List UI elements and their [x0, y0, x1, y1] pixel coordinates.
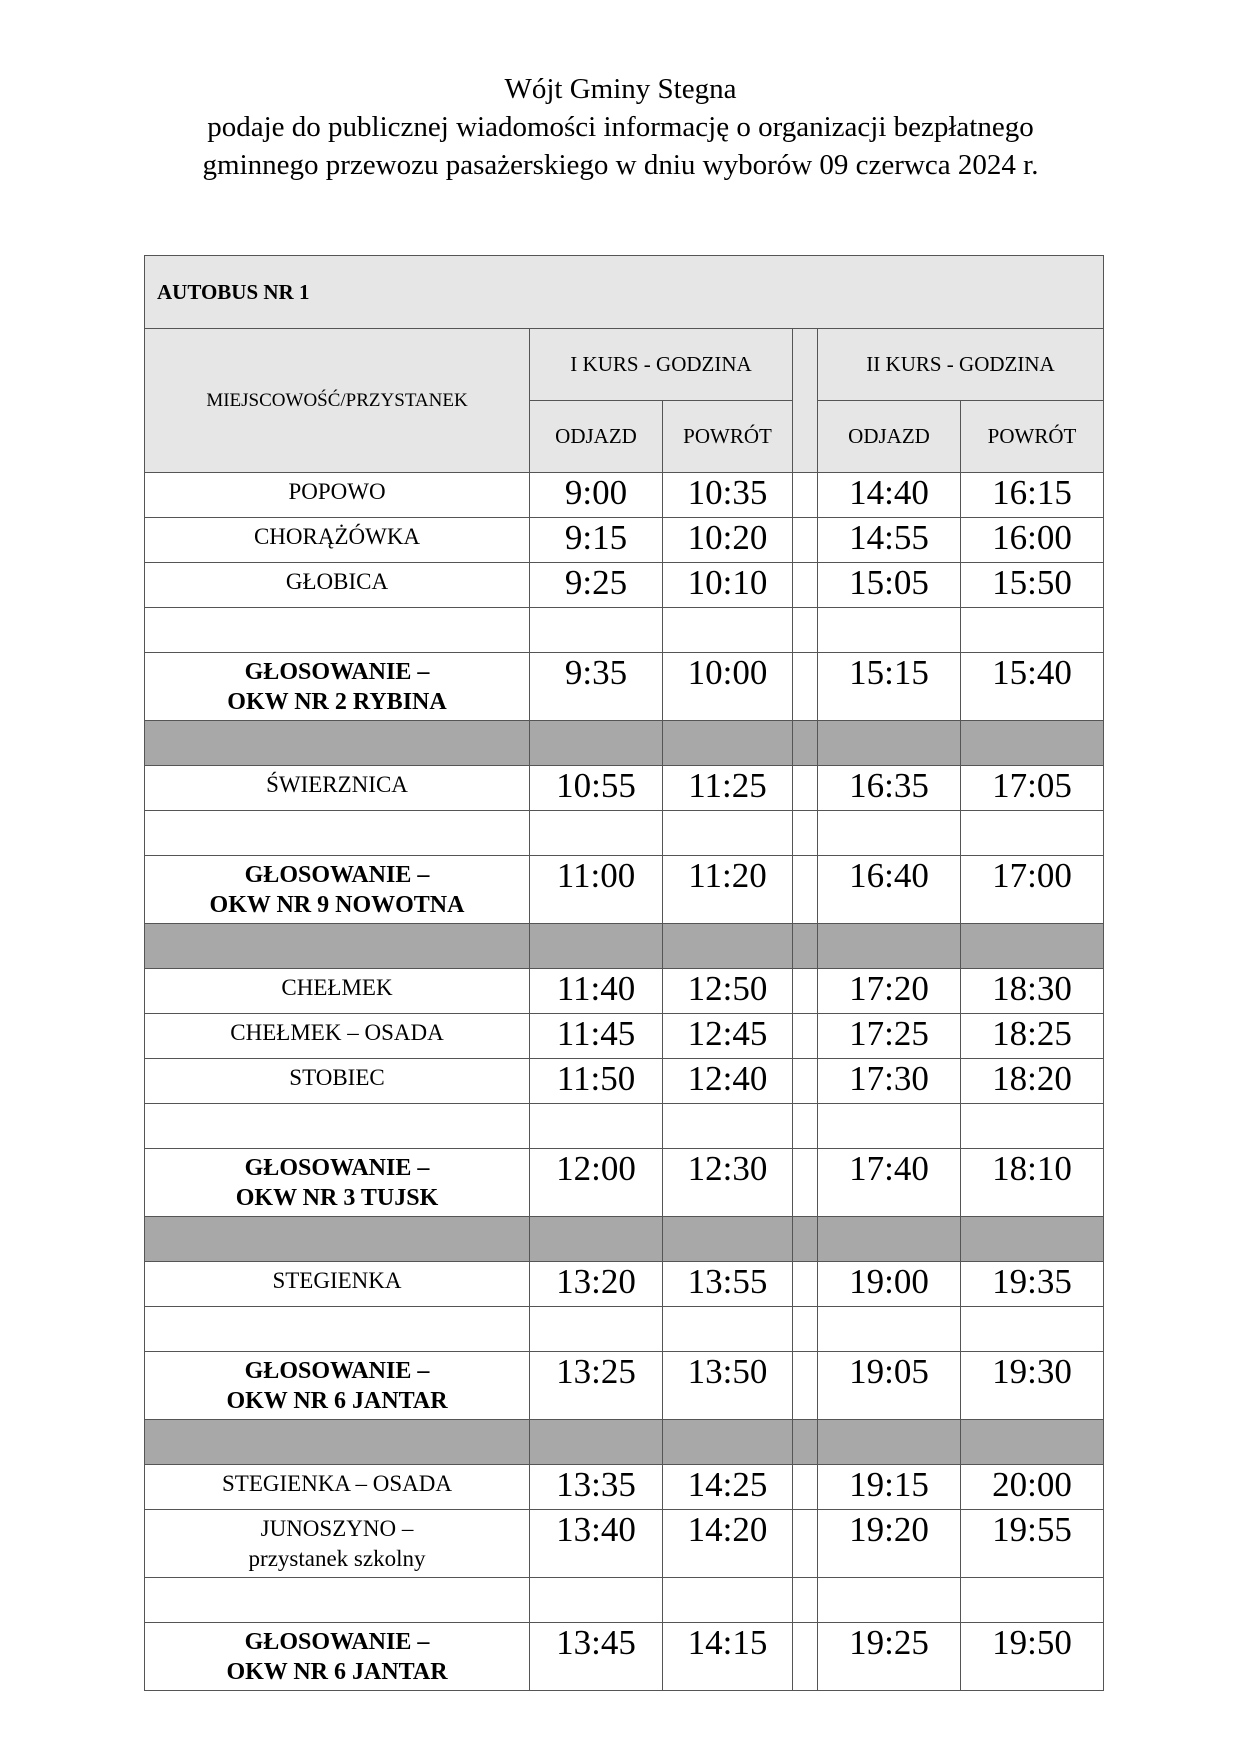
- empty-cell: [961, 1307, 1104, 1352]
- course-1-return-time: 14:20: [663, 1510, 793, 1578]
- stop-row: [145, 518, 1104, 563]
- course-1-departure-time: 13:20: [530, 1262, 663, 1307]
- course-1-departure-time: 10:55: [530, 766, 663, 811]
- column-gap: [793, 766, 818, 811]
- empty-cell: [961, 608, 1104, 653]
- course-2-return-time: 16:00: [961, 518, 1104, 563]
- stop-row: [145, 1014, 1104, 1059]
- column-gap: [793, 473, 818, 518]
- stop-name: [145, 1623, 530, 1691]
- course-2-departure-time: 19:15: [818, 1465, 961, 1510]
- column-gap: [793, 1465, 818, 1510]
- course-2-return-time: 15:50: [961, 563, 1104, 608]
- separator-cell: [793, 1217, 818, 1262]
- stop-name-line-1: STEGIENKA – OSADA: [222, 1471, 452, 1496]
- separator-cell: [145, 721, 530, 766]
- voting-stop-row: [145, 856, 1104, 924]
- stop-name-line-2: OKW NR 3 TUJSK: [235, 1185, 439, 1211]
- course-1-return-time: 10:00: [663, 653, 793, 721]
- voting-stop-row: [145, 1352, 1104, 1420]
- course-1-return-time: 10:20: [663, 518, 793, 563]
- course-1-return-header: POWRÓT: [663, 401, 793, 473]
- course-2-return-time: 19:50: [961, 1623, 1104, 1691]
- course-2-return-time: 17:05: [961, 766, 1104, 811]
- separator-cell: [793, 1420, 818, 1465]
- empty-cell: [530, 811, 663, 856]
- course-2-return-time: 16:15: [961, 473, 1104, 518]
- separator-cell: [530, 924, 663, 969]
- course-1-return-time: 13:55: [663, 1262, 793, 1307]
- empty-cell: [793, 1104, 818, 1149]
- stop-name-line-1: ŚWIERZNICA: [266, 772, 408, 797]
- stop-name-line-1: GŁOSOWANIE –: [244, 1155, 430, 1181]
- stop-name-line-1: POPOWO: [288, 479, 386, 504]
- course-2-return-header: POWRÓT: [961, 401, 1104, 473]
- separator-cell: [663, 1420, 793, 1465]
- course-1-return-time: 14:15: [663, 1623, 793, 1691]
- separator-cell: [961, 924, 1104, 969]
- course-1-departure-time: 13:25: [530, 1352, 663, 1420]
- course-2-departure-time: 14:55: [818, 518, 961, 563]
- empty-cell: [530, 1307, 663, 1352]
- empty-cell: [530, 1104, 663, 1149]
- course-2-departure-time: 19:00: [818, 1262, 961, 1307]
- separator-cell: [793, 924, 818, 969]
- stop-row: [145, 563, 1104, 608]
- course-2-departure-header: ODJAZD: [818, 401, 961, 473]
- stop-name-line-1: STEGIENKA: [272, 1268, 402, 1293]
- course-2-return-time: 20:00: [961, 1465, 1104, 1510]
- separator-row: [145, 924, 1104, 969]
- stop-name: [145, 1149, 530, 1217]
- bus-title-row: [145, 256, 1104, 329]
- stop-row: [145, 969, 1104, 1014]
- course-1-return-time: 12:40: [663, 1059, 793, 1104]
- column-gap: [793, 1059, 818, 1104]
- stop-name-line-1: JUNOSZYNO –: [260, 1516, 414, 1541]
- column-gap: [793, 563, 818, 608]
- column-gap: [793, 1014, 818, 1059]
- course-2-return-time: 19:55: [961, 1510, 1104, 1578]
- stop-name: [145, 766, 530, 811]
- empty-cell: [961, 811, 1104, 856]
- course-1-departure-time: 11:45: [530, 1014, 663, 1059]
- course-2-return-time: 18:20: [961, 1059, 1104, 1104]
- empty-cell: [663, 1104, 793, 1149]
- stop-name: [145, 473, 530, 518]
- course-1-departure-time: 9:35: [530, 653, 663, 721]
- separator-cell: [961, 721, 1104, 766]
- empty-row: [145, 1104, 1104, 1149]
- header-row-courses: [145, 329, 1104, 401]
- column-gap: [793, 1149, 818, 1217]
- empty-cell: [818, 1307, 961, 1352]
- voting-stop-row: [145, 1623, 1104, 1691]
- course-1-departure-header: ODJAZD: [530, 401, 663, 473]
- stop-row: [145, 766, 1104, 811]
- course-1-departure-time: 9:00: [530, 473, 663, 518]
- stop-name-line-2: OKW NR 6 JANTAR: [226, 1659, 448, 1685]
- empty-cell: [663, 811, 793, 856]
- empty-cell: [793, 1578, 818, 1623]
- stop-name: [145, 1059, 530, 1104]
- stop-name-line-1: CHORĄŻÓWKA: [253, 524, 421, 549]
- column-gap: [793, 653, 818, 721]
- course-2-departure-time: 17:20: [818, 969, 961, 1014]
- separator-row: [145, 721, 1104, 766]
- stop-name: [145, 1014, 530, 1059]
- separator-cell: [818, 721, 961, 766]
- column-gap: [793, 856, 818, 924]
- course-1-departure-time: 13:40: [530, 1510, 663, 1578]
- course-2-departure-time: 15:15: [818, 653, 961, 721]
- separator-cell: [818, 924, 961, 969]
- course-1-return-time: 10:10: [663, 563, 793, 608]
- separator-cell: [530, 721, 663, 766]
- course-2-departure-time: 17:30: [818, 1059, 961, 1104]
- course-2-departure-time: 16:40: [818, 856, 961, 924]
- course-2-departure-time: 19:05: [818, 1352, 961, 1420]
- course-1-departure-time: 12:00: [530, 1149, 663, 1217]
- timetable: [144, 255, 1104, 1691]
- separator-row: [145, 1217, 1104, 1262]
- column-gap: [793, 1262, 818, 1307]
- course-2-departure-time: 16:35: [818, 766, 961, 811]
- stop-name-line-1: GŁOSOWANIE –: [244, 1358, 430, 1384]
- header-line-3: gminnego przewozu pasażerskiego w dniu wyborów 09 czerwca 2024 r.: [202, 149, 1039, 181]
- course-1-header: I KURS - GODZINA: [530, 329, 793, 401]
- course-2-return-time: 18:25: [961, 1014, 1104, 1059]
- separator-cell: [818, 1217, 961, 1262]
- header-line-2: podaje do publicznej wiadomości informację o organizacji bezpłatnego: [207, 111, 1034, 143]
- separator-cell: [961, 1217, 1104, 1262]
- course-1-return-time: 12:45: [663, 1014, 793, 1059]
- stop-name: [145, 563, 530, 608]
- stop-name-line-1: CHEŁMEK – OSADA: [230, 1020, 444, 1045]
- course-2-departure-time: 17:25: [818, 1014, 961, 1059]
- separator-cell: [663, 721, 793, 766]
- course-1-return-time: 14:25: [663, 1465, 793, 1510]
- empty-row: [145, 608, 1104, 653]
- separator-cell: [818, 1420, 961, 1465]
- stop-column-header: MIEJSCOWOŚĆ/PRZYSTANEK: [145, 329, 530, 473]
- course-1-return-time: 10:35: [663, 473, 793, 518]
- stop-name: [145, 856, 530, 924]
- empty-cell: [530, 608, 663, 653]
- empty-cell: [818, 811, 961, 856]
- course-1-return-time: 11:25: [663, 766, 793, 811]
- course-1-departure-time: 11:00: [530, 856, 663, 924]
- empty-cell: [145, 811, 530, 856]
- separator-row: [145, 1420, 1104, 1465]
- course-2-return-time: 17:00: [961, 856, 1104, 924]
- stop-name-line-1: GŁOSOWANIE –: [244, 1629, 430, 1655]
- stop-row: [145, 1510, 1104, 1578]
- empty-cell: [818, 608, 961, 653]
- empty-row: [145, 1578, 1104, 1623]
- course-1-departure-time: 13:35: [530, 1465, 663, 1510]
- course-2-return-time: 15:40: [961, 653, 1104, 721]
- course-1-departure-time: 11:40: [530, 969, 663, 1014]
- empty-cell: [530, 1578, 663, 1623]
- stop-name-line-1: GŁOBICA: [285, 569, 389, 594]
- stop-row: [145, 1262, 1104, 1307]
- voting-stop-row: [145, 653, 1104, 721]
- separator-cell: [530, 1217, 663, 1262]
- course-1-return-time: 12:50: [663, 969, 793, 1014]
- stop-name: [145, 653, 530, 721]
- separator-cell: [961, 1420, 1104, 1465]
- column-gap: [793, 1510, 818, 1578]
- stop-name: [145, 1510, 530, 1578]
- column-gap: [793, 969, 818, 1014]
- course-2-departure-time: 19:25: [818, 1623, 961, 1691]
- empty-row: [145, 1307, 1104, 1352]
- empty-row: [145, 811, 1104, 856]
- stop-name-line-2: OKW NR 6 JANTAR: [226, 1388, 448, 1414]
- empty-cell: [818, 1578, 961, 1623]
- column-gap: [793, 1623, 818, 1691]
- header-line-1: Wójt Gminy Stegna: [504, 73, 737, 105]
- stop-name-line-2: OKW NR 9 NOWOTNA: [209, 892, 465, 918]
- course-1-return-time: 11:20: [663, 856, 793, 924]
- course-1-departure-time: 11:50: [530, 1059, 663, 1104]
- empty-cell: [793, 608, 818, 653]
- empty-cell: [793, 811, 818, 856]
- separator-cell: [145, 924, 530, 969]
- column-gap: [793, 1352, 818, 1420]
- empty-cell: [145, 608, 530, 653]
- stop-name-line-2: OKW NR 2 RYBINA: [227, 689, 447, 715]
- empty-cell: [961, 1104, 1104, 1149]
- voting-stop-row: [145, 1149, 1104, 1217]
- empty-cell: [663, 608, 793, 653]
- stop-row: [145, 1465, 1104, 1510]
- empty-cell: [793, 1307, 818, 1352]
- stop-name-line-1: STOBIEC: [289, 1065, 385, 1090]
- stop-name-line-1: GŁOSOWANIE –: [244, 862, 430, 888]
- stop-name-line-1: CHEŁMEK: [281, 975, 393, 1000]
- course-2-return-time: 19:35: [961, 1262, 1104, 1307]
- empty-cell: [663, 1578, 793, 1623]
- course-1-return-time: 12:30: [663, 1149, 793, 1217]
- empty-cell: [145, 1307, 530, 1352]
- stop-row: [145, 1059, 1104, 1104]
- course-1-departure-time: 13:45: [530, 1623, 663, 1691]
- empty-cell: [145, 1578, 530, 1623]
- empty-cell: [818, 1104, 961, 1149]
- stop-row: [145, 473, 1104, 518]
- column-gap: [793, 329, 818, 473]
- stop-name: [145, 1465, 530, 1510]
- stop-name-line-1: GŁOSOWANIE –: [244, 659, 430, 685]
- stop-name: [145, 518, 530, 563]
- stop-name-line-2: przystanek szkolny: [248, 1546, 426, 1571]
- stop-name: [145, 969, 530, 1014]
- separator-cell: [663, 1217, 793, 1262]
- course-2-departure-time: 14:40: [818, 473, 961, 518]
- document-header: [0, 70, 1241, 184]
- empty-cell: [145, 1104, 530, 1149]
- separator-cell: [663, 924, 793, 969]
- course-2-return-time: 18:30: [961, 969, 1104, 1014]
- stop-name: [145, 1262, 530, 1307]
- separator-cell: [793, 721, 818, 766]
- separator-cell: [145, 1420, 530, 1465]
- separator-cell: [530, 1420, 663, 1465]
- course-1-departure-time: 9:15: [530, 518, 663, 563]
- course-1-departure-time: 9:25: [530, 563, 663, 608]
- course-2-departure-time: 17:40: [818, 1149, 961, 1217]
- separator-cell: [145, 1217, 530, 1262]
- course-2-return-time: 18:10: [961, 1149, 1104, 1217]
- course-2-header: II KURS - GODZINA: [818, 329, 1104, 401]
- course-2-return-time: 19:30: [961, 1352, 1104, 1420]
- course-1-return-time: 13:50: [663, 1352, 793, 1420]
- bus-title: AUTOBUS NR 1: [145, 256, 1104, 329]
- course-2-departure-time: 19:20: [818, 1510, 961, 1578]
- stop-name: [145, 1352, 530, 1420]
- course-2-departure-time: 15:05: [818, 563, 961, 608]
- empty-cell: [961, 1578, 1104, 1623]
- column-gap: [793, 518, 818, 563]
- empty-cell: [663, 1307, 793, 1352]
